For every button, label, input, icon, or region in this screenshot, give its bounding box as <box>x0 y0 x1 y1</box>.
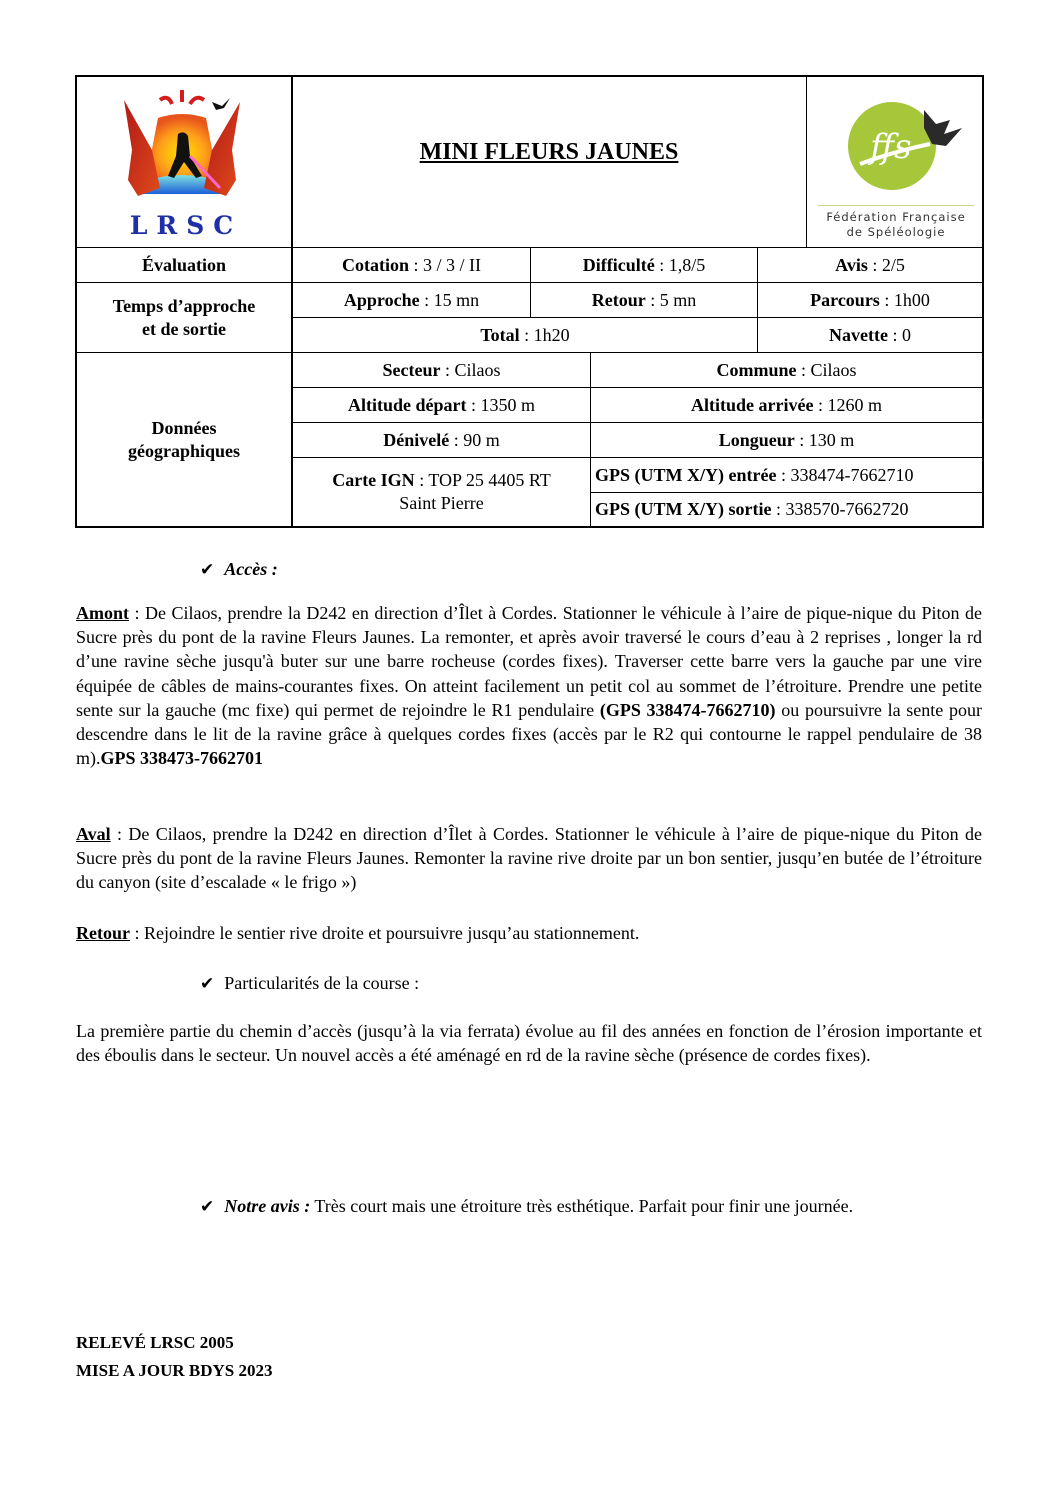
parcours-cell <box>758 283 982 317</box>
longueur-key: Longueur <box>718 429 795 450</box>
retour-text: : Rejoindre le sentier rive droite et poursuivre jusqu’au stationnement. <box>129 923 640 943</box>
retour-label: Retour <box>76 923 130 943</box>
ffs-monogram: ffs <box>870 127 912 167</box>
lrsc-logo <box>118 90 246 240</box>
alt-arrivee-key: Altitude arrivée <box>691 394 814 415</box>
ffs-line2: de Spéléologie <box>846 225 946 239</box>
amont-gps1: (GPS 338474-7662710) <box>599 699 776 720</box>
ffs-line1: Fédération Française <box>826 210 966 224</box>
carte-key: Carte IGN <box>332 470 415 490</box>
retour-key: Retour <box>591 289 646 310</box>
geo-label-line1: Données <box>151 417 217 438</box>
checkmark-icon: ✔ <box>200 974 215 994</box>
avis-line <box>200 1194 853 1219</box>
secteur-value: : Cilaos <box>440 359 501 380</box>
acces-title: Accès : <box>224 559 278 579</box>
carte-value: : TOP 25 4405 RT <box>414 470 551 490</box>
alt-depart-cell <box>293 388 590 422</box>
amont-label: Amont <box>76 603 129 623</box>
lrsc-logo-text: LRSC <box>129 211 243 240</box>
temps-label <box>77 283 291 352</box>
avis-title: Notre avis : <box>224 1196 311 1216</box>
difficulte-value: : 1,8/5 <box>654 254 706 275</box>
navette-value: : 0 <box>887 324 911 345</box>
footer-line2: MISE A JOUR BDYS 2023 <box>76 1361 273 1380</box>
page-title: MINI FLEURS JAUNES <box>419 138 679 165</box>
alt-arrivee-cell <box>591 388 982 422</box>
total-cell <box>293 318 757 352</box>
commune-cell <box>591 353 982 387</box>
cotation-value: : 3 / 3 / II <box>409 254 481 275</box>
geo-label <box>77 353 291 526</box>
parcours-key: Parcours <box>810 289 880 310</box>
denivele-key: Dénivelé <box>383 429 450 450</box>
gps-entree-value: : 338474-7662710 <box>776 464 914 485</box>
particularites-text: La première partie du chemin d’accès (jusqu’à la via ferrata) évolue au fil des années en fonction de l’érosion importante et des éboulis dans le secteur. Un nouvel accès a été aménagé en rd de la ravine sèche (présence de cordes fixes). <box>76 1021 982 1066</box>
avis-text: Très court mais une étroiture très esthétique. Parfait pour finir une journée. <box>310 1196 854 1216</box>
amont-text2: ou poursuivre la sente pour descendre dans le lit de la ravine grâce à quelques cordes fixes (accès par le R2 qui contourne le rappel pendulaire de 38 m). <box>76 699 982 769</box>
gps-entree-cell <box>591 458 982 492</box>
navette-cell <box>758 318 982 352</box>
avis-value: : 2/5 <box>867 254 905 275</box>
denivele-cell <box>293 423 590 457</box>
amont-paragraph <box>76 601 982 770</box>
footer-line1: RELEVÉ LRSC 2005 <box>76 1333 234 1352</box>
temps-label-line1: Temps d’approche <box>112 295 256 316</box>
approche-key: Approche <box>343 289 420 310</box>
denivele-value: : 90 m <box>449 429 500 450</box>
retour-paragraph <box>76 921 982 945</box>
aval-label: Aval <box>76 824 111 844</box>
page-title-cell <box>292 76 806 228</box>
alt-arrivee-value: : 1260 m <box>813 394 882 415</box>
parcours-value: : 1h00 <box>879 289 930 310</box>
difficulte-cell <box>531 248 757 282</box>
temps-label-line2: et de sortie <box>142 318 226 339</box>
gps-sortie-key: GPS (UTM X/Y) sortie <box>595 499 772 519</box>
alt-depart-key: Altitude départ <box>347 394 467 415</box>
retour-cell <box>531 283 757 317</box>
amont-text1: : De Cilaos, prendre la D242 en direction d’Îlet à Cordes. Stationner le véhicule à l’aire de pique-nique du Piton de Sucre près du pont de la ravine Fleurs Jaunes. La remonter, et après avoir traversé le cours d’eau à 2 reprises , longer la rd d’une ravine sèche jusqu'à buter sur une barre rocheuse (cordes fixes). Traverser cette barre vers la gauche par une vire équipée de câbles de mains-courantes fixes. On atteint facilement un petit col au sommet de l’étroiture. Prendre une petite sente sur la gauche (mc fixe) qui permet de rejoindre le R1 pendulaire <box>76 603 982 720</box>
gps-sortie-value: : 338570-7662720 <box>771 499 909 519</box>
approche-value: : 15 mn <box>419 289 480 310</box>
avis-cell <box>758 248 982 282</box>
ffs-logo <box>812 100 980 240</box>
particularites-heading <box>200 971 419 996</box>
amont-gps2: GPS 338473-7662701 <box>100 748 264 769</box>
gps-sortie-cell <box>591 493 982 526</box>
aval-paragraph <box>76 822 982 895</box>
evaluation-label: Évaluation <box>141 254 227 275</box>
commune-value: : Cilaos <box>796 359 857 380</box>
alt-depart-value: : 1350 m <box>466 394 535 415</box>
checkmark-icon: ✔ <box>200 560 215 580</box>
total-key: Total <box>480 324 520 345</box>
particularites-title: Particularités de la course : <box>224 973 420 993</box>
approche-cell <box>293 283 530 317</box>
carte-line2: Saint Pierre <box>399 493 484 513</box>
commune-key: Commune <box>716 359 797 380</box>
longueur-cell <box>591 423 982 457</box>
gps-entree-key: GPS (UTM X/Y) entrée <box>595 464 777 485</box>
checkmark-icon: ✔ <box>200 1197 215 1217</box>
carte-ign-cell <box>293 458 590 526</box>
ffs-bat-logo-icon <box>812 100 980 192</box>
geo-label-line2: géographiques <box>127 440 241 461</box>
lrsc-volcano-logo-icon <box>118 90 246 210</box>
cotation-key: Cotation <box>342 254 409 275</box>
navette-key: Navette <box>829 324 888 345</box>
retour-value: : 5 mn <box>645 289 697 310</box>
secteur-cell <box>293 353 590 387</box>
particularites-paragraph <box>76 1019 982 1067</box>
acces-heading <box>200 557 278 582</box>
total-value: : 1h20 <box>519 324 570 345</box>
aval-text: : De Cilaos, prendre la D242 en direction d’Îlet à Cordes. Stationner le véhicule à l’aire de pique-nique du Piton de Sucre près du pont de la ravine Fleurs Jaunes. Remonter la ravine rive droite par un bon sentier, jusqu’en butée de l’étroiture du canyon (site d’escalade « le frigo ») <box>76 824 982 893</box>
longueur-value: : 130 m <box>794 429 855 450</box>
avis-key: Avis <box>835 254 868 275</box>
difficulte-key: Difficulté <box>582 254 655 275</box>
secteur-key: Secteur <box>382 359 441 380</box>
cotation-cell <box>293 248 530 282</box>
